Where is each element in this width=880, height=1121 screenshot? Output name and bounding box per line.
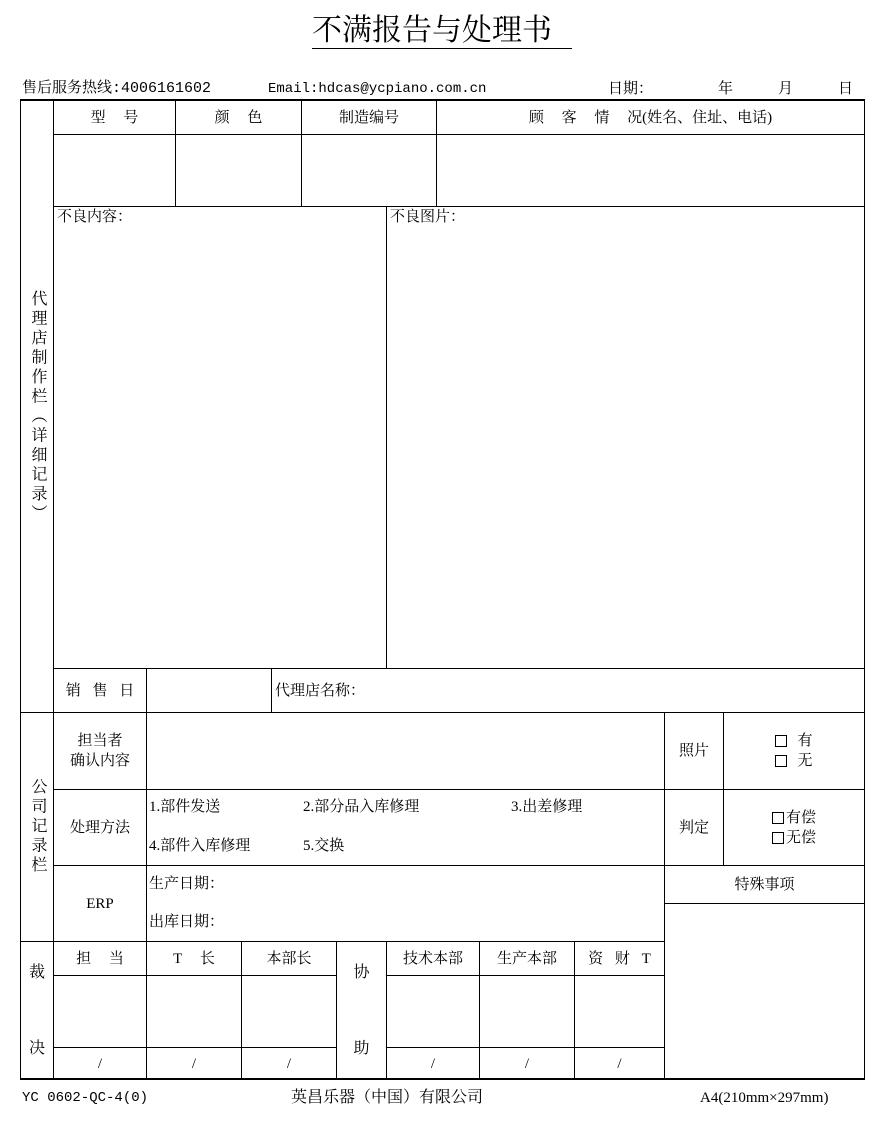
month-label: 月 xyxy=(778,81,794,97)
assist-header-finance: 资 财 T xyxy=(588,950,651,967)
day-label: 日 xyxy=(838,81,854,97)
shipment-date-label: 出库日期： xyxy=(149,914,225,930)
date-mark: / xyxy=(430,1055,436,1072)
confirm-label-line1: 担当者 xyxy=(77,733,123,749)
decision-section-label xyxy=(29,929,45,1093)
dealer-section-label-cell xyxy=(20,100,54,713)
method-label: 处理方法 xyxy=(69,819,130,836)
serial-number-field[interactable] xyxy=(301,134,437,207)
dealer-name-label: 代理店名称： xyxy=(275,682,366,699)
method-option-1: 1.部件发送 xyxy=(149,799,221,815)
assist-header-cell xyxy=(479,941,575,976)
date-finance[interactable] xyxy=(574,1047,665,1080)
method-option-4: 4.部件入库修理 xyxy=(149,838,251,854)
assist-header-cell xyxy=(574,941,665,976)
date-month-field[interactable] xyxy=(738,80,774,98)
sale-date-field[interactable] xyxy=(146,668,272,713)
date-division-head[interactable] xyxy=(241,1047,337,1080)
date-mark: / xyxy=(286,1055,292,1072)
defect-photo-field[interactable] xyxy=(386,206,865,669)
photo-options-cell xyxy=(723,712,865,790)
email: Email:hdcas@ycpiano.com.cn xyxy=(268,81,487,97)
role-header-person-in-charge: 担 当 xyxy=(76,950,124,967)
frame-top-rule xyxy=(20,99,865,101)
judgement-options-cell xyxy=(723,789,865,866)
signature-person-in-charge[interactable] xyxy=(53,975,147,1048)
model-field[interactable] xyxy=(53,134,176,207)
paid-checkbox[interactable] xyxy=(772,812,784,824)
dealer-section-label: 代理店制作栏（详细记录） xyxy=(29,289,46,524)
doc-code: YC 0602-QC-4(0) xyxy=(22,1090,149,1106)
defect-photo-label: 不良图片： xyxy=(390,209,466,225)
erp-label-cell xyxy=(53,865,147,942)
defect-content-field[interactable] xyxy=(53,206,387,669)
methods-cell[interactable] xyxy=(146,789,665,866)
decision-section-label-cell xyxy=(20,941,54,1080)
date-person-in-charge[interactable] xyxy=(53,1047,147,1080)
judgement-option-paid xyxy=(772,808,816,828)
assist-label xyxy=(353,929,369,1093)
company-section-label-cell xyxy=(20,712,54,942)
model-header: 型 号 xyxy=(90,109,139,126)
company-name: 英昌乐器（中国）有限公司 xyxy=(291,1089,484,1106)
company-section-label: 公司记录栏 xyxy=(29,778,46,876)
color-field[interactable] xyxy=(175,134,302,207)
judgement-label: 判定 xyxy=(678,819,709,836)
erp-dates-cell[interactable] xyxy=(146,865,665,942)
signature-production[interactable] xyxy=(479,975,575,1048)
method-label-cell xyxy=(53,789,147,866)
method-option-5: 5.交换 xyxy=(303,838,345,854)
role-header-division-head: 本部长 xyxy=(266,950,312,967)
sale-date-label-cell xyxy=(53,668,147,713)
date-production[interactable] xyxy=(479,1047,575,1080)
date-mark: / xyxy=(97,1055,103,1072)
judgement-option-free xyxy=(772,828,816,848)
role-header-cell xyxy=(241,941,337,976)
customer-info-header: 顾 客 情 况(姓名、住址、电话) xyxy=(528,109,773,126)
date-technical[interactable] xyxy=(386,1047,480,1080)
date-year-field[interactable] xyxy=(655,80,713,98)
photo-option-no xyxy=(775,751,812,771)
date-mark: / xyxy=(524,1055,530,1072)
assist-header-cell xyxy=(386,941,480,976)
signature-finance[interactable] xyxy=(574,975,665,1048)
date-mark: / xyxy=(617,1055,622,1072)
assist-label-char-1: 协 xyxy=(353,963,370,981)
paid-label: 有偿 xyxy=(785,809,816,826)
special-matters-header-cell xyxy=(664,865,865,904)
decision-label-char-1: 裁 xyxy=(28,963,45,981)
decision-label-char-2: 决 xyxy=(28,1039,45,1057)
signature-division-head[interactable] xyxy=(241,975,337,1048)
color-header-cell xyxy=(175,100,302,135)
dealer-name-field[interactable] xyxy=(271,668,865,713)
paper-size: A4(210mm×297mm) xyxy=(700,1090,829,1106)
assist-header-production: 生产本部 xyxy=(496,950,557,967)
defect-content-label: 不良内容： xyxy=(57,209,133,225)
form-title: 不满报告与处理书 xyxy=(312,14,572,49)
free-checkbox[interactable] xyxy=(772,832,784,844)
role-header-cell xyxy=(53,941,147,976)
date-day-field[interactable] xyxy=(798,80,834,98)
frame-bottom-rule xyxy=(20,1078,865,1080)
signature-team-lead[interactable] xyxy=(146,975,242,1048)
sale-date-label: 销 售 日 xyxy=(65,682,135,699)
color-header: 颜 色 xyxy=(214,109,263,126)
photo-label-cell xyxy=(664,712,724,790)
role-header-team-lead: T 长 xyxy=(173,950,215,967)
role-header-cell xyxy=(146,941,242,976)
special-matters-field[interactable] xyxy=(664,903,865,1080)
serial-number-header-cell xyxy=(301,100,437,135)
serial-number-header: 制造编号 xyxy=(338,109,399,126)
confirm-label-line2: 确认内容 xyxy=(69,753,130,769)
erp-label: ERP xyxy=(86,895,114,912)
photo-yes-label: 有 xyxy=(797,733,813,749)
free-label: 无偿 xyxy=(785,829,816,846)
assist-label-cell xyxy=(336,941,387,1080)
production-date-label: 生产日期： xyxy=(149,876,225,892)
special-matters-label: 特殊事项 xyxy=(734,876,795,893)
date-mark: / xyxy=(191,1055,197,1072)
method-option-3: 3.出差修理 xyxy=(511,799,583,815)
photo-no-label: 无 xyxy=(797,753,813,769)
photo-label: 照片 xyxy=(678,743,709,759)
photo-no-checkbox[interactable] xyxy=(775,755,787,767)
model-header-cell xyxy=(53,100,176,135)
date-team-lead[interactable] xyxy=(146,1047,242,1080)
method-option-2: 2.部分品入库修理 xyxy=(303,799,420,815)
photo-option-yes xyxy=(775,731,812,751)
confirm-label-cell xyxy=(53,712,147,790)
date-label: 日期： xyxy=(608,81,654,97)
judgement-label-cell xyxy=(664,789,724,866)
photo-yes-checkbox[interactable] xyxy=(775,735,787,747)
assist-label-char-2: 助 xyxy=(353,1039,370,1057)
customer-info-field[interactable] xyxy=(436,134,865,207)
hotline: 售后服务热线:4006161602 xyxy=(22,80,212,97)
customer-info-header-cell xyxy=(436,100,865,135)
signature-technical[interactable] xyxy=(386,975,480,1048)
confirm-content-field[interactable] xyxy=(146,712,665,790)
year-label: 年 xyxy=(718,81,734,97)
assist-header-technical: 技术本部 xyxy=(402,950,463,967)
